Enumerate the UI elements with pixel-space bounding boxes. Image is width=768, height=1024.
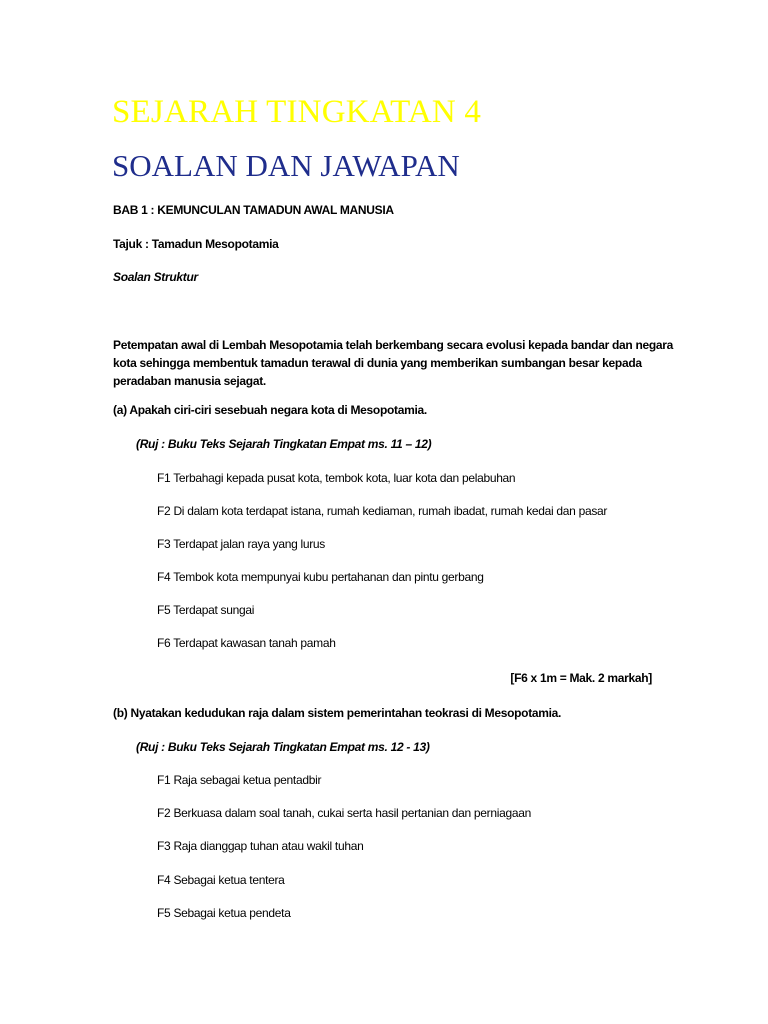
question-a-marks: [F6 x 1m = Mak. 2 markah] xyxy=(510,671,652,685)
question-b-reference: (Ruj : Buku Teks Sejarah Tingkatan Empat ms. 12 - 13) xyxy=(136,740,430,754)
answer-a-item: F5 Terdapat sungai xyxy=(157,603,255,617)
answer-a-item: F6 Terdapat kawasan tanah pamah xyxy=(157,636,336,650)
question-b: (b) Nyatakan kedudukan raja dalam sistem pemerintahan teokrasi di Mesopotamia. xyxy=(113,706,562,720)
answer-b-item: F4 Sebagai ketua tentera xyxy=(157,873,285,887)
answer-b-item: F1 Raja sebagai ketua pentadbir xyxy=(157,773,322,787)
answer-b-item: F5 Sebagai ketua pendeta xyxy=(157,906,291,920)
answer-b-item: F2 Berkuasa dalam soal tanah, cukai serta hasil pertanian dan perniagaan xyxy=(157,806,531,820)
answer-a-item: F4 Tembok kota mempunyai kubu pertahanan dan pintu gerbang xyxy=(157,570,484,584)
answer-a-item: F3 Terdapat jalan raya yang lurus xyxy=(157,537,325,551)
document-subtitle: SOALAN DAN JAWAPAN xyxy=(112,148,460,183)
topic-heading: Tajuk : Tamadun Mesopotamia xyxy=(113,237,279,251)
section-type: Soalan Struktur xyxy=(113,270,198,284)
answer-a-item: F1 Terbahagi kepada pusat kota, tembok kota, luar kota dan pelabuhan xyxy=(157,471,516,485)
answer-a-item: F2 Di dalam kota terdapat istana, rumah kediaman, rumah ibadat, rumah kedai dan pasar xyxy=(157,504,608,518)
answer-b-item: F3 Raja dianggap tuhan atau wakil tuhan xyxy=(157,839,364,853)
chapter-heading: BAB 1 : KEMUNCULAN TAMADUN AWAL MANUSIA xyxy=(113,203,394,217)
question-a: (a) Apakah ciri-ciri sesebuah negara kota di Mesopotamia. xyxy=(113,403,427,417)
question-a-reference: (Ruj : Buku Teks Sejarah Tingkatan Empat ms. 11 – 12) xyxy=(136,437,432,451)
intro-paragraph: Petempatan awal di Lembah Mesopotamia telah berkembang secara evolusi kepada bandar dan negara kota sehingga membentuk tamadun terawal di dunia yang memberikan sumbangan besar kepada peradaban manusia sejagat. xyxy=(113,338,674,388)
document-title: SEJARAH TINGKATAN 4 xyxy=(112,94,482,130)
